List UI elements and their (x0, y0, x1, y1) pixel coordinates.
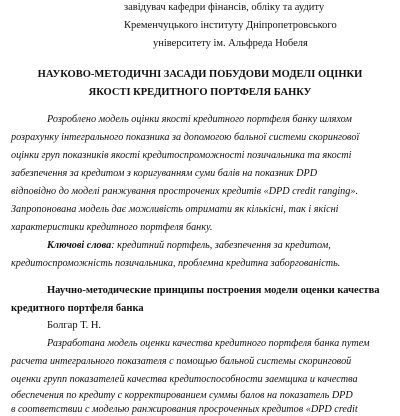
abstract-uk-line-2: розрахунку інтегрального показника за допомогою бальної системи скорингової (11, 132, 360, 143)
ru-title-line-1: Научно-методические принципы построения модели оценки качества (47, 285, 380, 296)
author-affiliation-line-3: університету ім. Альфреда Нобеля (153, 38, 308, 49)
abstract-ru-line-1: Разработана модель оценки качества кредитного портфеля банка путем (47, 338, 370, 349)
abstract-ru-line-2: расчета интегрального показателя с помощью бальной системы скоринговой (11, 356, 352, 367)
main-title-line-1: НАУКОВО-МЕТОДИЧНІ ЗАСАДИ ПОБУДОВИ МОДЕЛІ ОЦІНКИ (37, 69, 363, 80)
main-title-line-2: ЯКОСТІ КРЕДИТНОГО ПОРТФЕЛЯ БАНКУ (88, 87, 312, 98)
author-affiliation-line-2: Кременчуцького інституту Дніпропетровського (124, 20, 337, 31)
abstract-ru-line-5: в соответствии с моделью ранжирования просроченных кредитов «DPD credit (11, 404, 358, 415)
ru-author: Болгар Т. Н. (47, 320, 102, 331)
ru-title-line-2: кредитного портфеля банка (11, 303, 144, 314)
keywords-text-1: : кредитний портфель, забезпечення за кредитом, (111, 240, 331, 251)
abstract-uk-line-6: Запропонована модель дає можливість отримати як кількісні, так і якісні (11, 204, 339, 215)
abstract-uk-line-5: відповідно до моделі ранжування прострочених кредитів «DPD credit ranging». (11, 186, 359, 197)
keywords-line-2: кредитоспроможність позичальника, проблемна кредитна заборгованість. (11, 258, 341, 269)
abstract-ru-line-4: обеспечения по кредиту с корректированием суммы балов на показатель DPD (11, 390, 353, 401)
abstract-uk-line-7: характеристики кредитного портфеля банку. (11, 222, 213, 233)
author-affiliation-line-1: завідувач кафедри фінансів, обліку та аудиту (124, 2, 325, 13)
abstract-uk-line-1: Розроблено модель оцінки якості кредитного портфеля банку шляхом (47, 114, 352, 125)
keywords-line-1 (47, 240, 331, 252)
abstract-uk-line-4: забезпечення за кредитом з коригуванням суми балів на показник DPD (11, 168, 318, 179)
abstract-uk-line-3: оцінки груп показників якості кредитоспроможності позичальника та якості (11, 150, 352, 161)
abstract-ru-line-3: оценки групп показателей качества кредитоспособности заемщика и качества (11, 374, 358, 385)
keywords-label: Ключові слова (47, 240, 112, 251)
